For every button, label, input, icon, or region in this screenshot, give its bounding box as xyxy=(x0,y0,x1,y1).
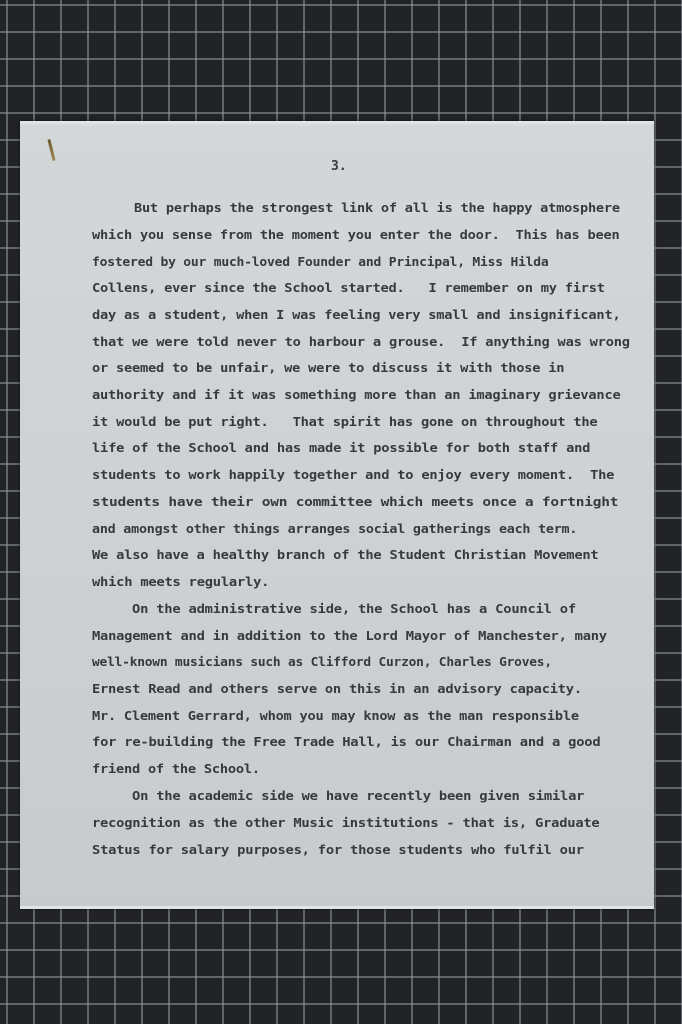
text-line: which you sense from the moment you enter the door. This has been xyxy=(92,227,620,242)
text-line: or seemed to be unfair, we were to discuss it with those in xyxy=(92,360,565,375)
text-line: it would be put right. That spirit has gone on throughout the xyxy=(92,414,598,429)
text-line: for re-building the Free Trade Hall, is our Chairman and a good xyxy=(92,734,601,749)
page-number: 3. xyxy=(331,159,347,174)
text-line: recognition as the other Music institutions - that is, Graduate xyxy=(92,815,600,830)
text-line: students have their own committee which meets once a fortnight xyxy=(92,494,619,509)
ink-mark xyxy=(47,139,55,161)
text-line: and amongst other things arranges social gatherings each term. xyxy=(92,521,578,536)
text-line: authority and if it was something more than an imaginary grievance xyxy=(92,387,621,402)
typewritten-page xyxy=(20,121,654,909)
text-line: friend of the School. xyxy=(92,761,260,776)
text-line: day as a student, when I was feeling very small and insignificant, xyxy=(92,307,621,322)
text-line: But perhaps the strongest link of all is the happy atmosphere xyxy=(134,200,620,215)
text-line: Status for salary purposes, for those students who fulfil our xyxy=(92,842,584,857)
text-line: life of the School and has made it possible for both staff and xyxy=(92,440,591,455)
text-line: On the administrative side, the School has a Council of xyxy=(132,601,576,616)
text-line: Ernest Read and others serve on this in an advisory capacity. xyxy=(92,681,582,696)
text-line: Collens, ever since the School started. I remember on my first xyxy=(92,280,605,295)
text-line: which meets regularly. xyxy=(92,574,270,589)
text-line: students to work happily together and to enjoy every moment. The xyxy=(92,467,615,482)
text-line: We also have a healthy branch of the Student Christian Movement xyxy=(92,547,599,562)
text-line: that we were told never to harbour a grouse. If anything was wrong xyxy=(92,334,630,349)
text-line: well-known musicians such as Clifford Curzon, Charles Groves, xyxy=(92,654,552,669)
text-line: Mr. Clement Gerrard, whom you may know as the man responsible xyxy=(92,708,579,723)
text-line: On the academic side we have recently been given similar xyxy=(132,788,585,803)
text-line: fostered by our much-loved Founder and Principal, Miss Hilda xyxy=(92,254,549,269)
text-line: Management and in addition to the Lord Mayor of Manchester, many xyxy=(92,628,607,643)
